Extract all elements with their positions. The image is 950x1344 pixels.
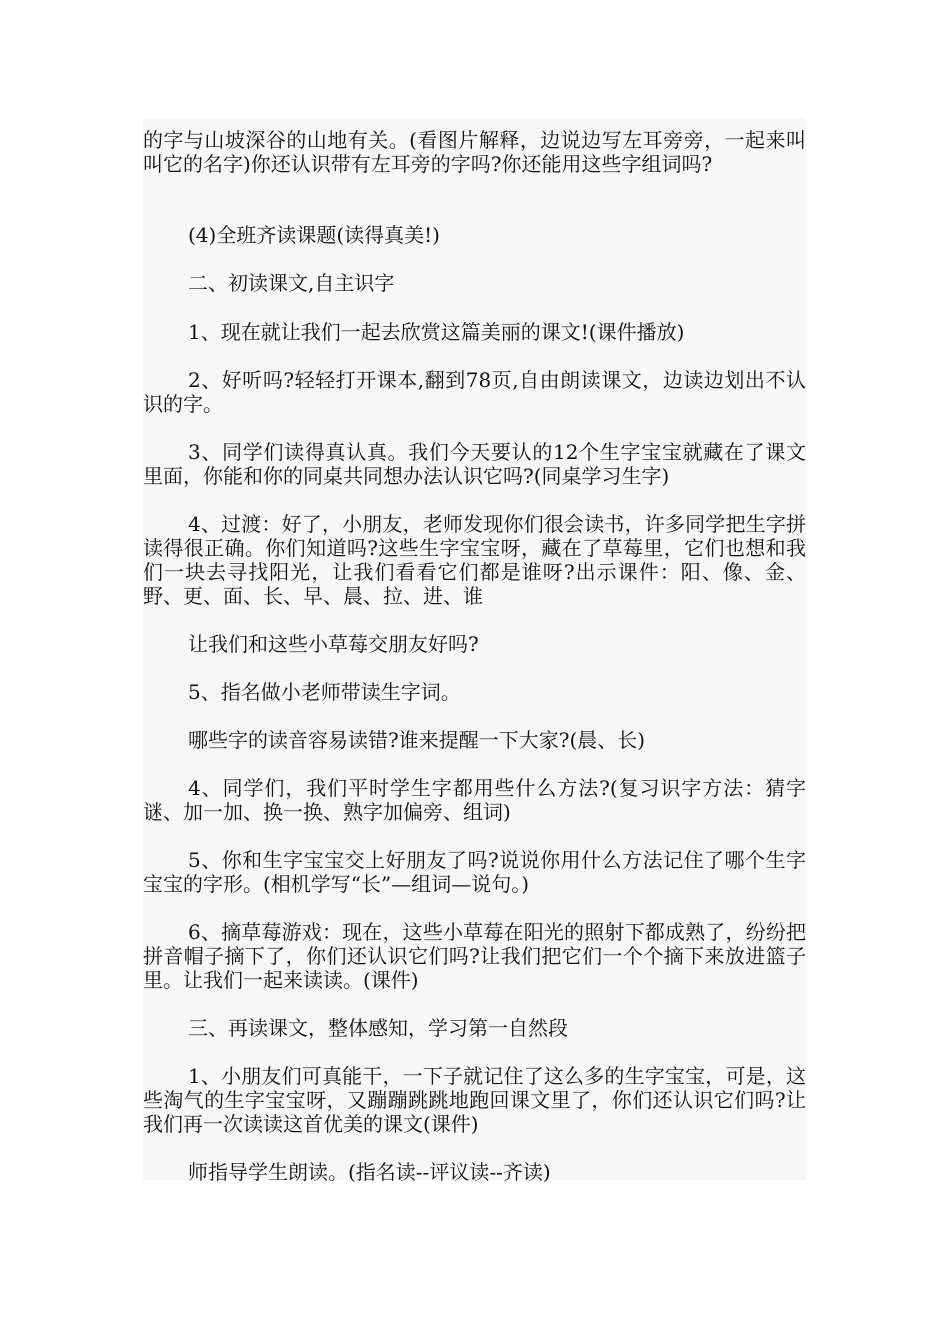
- paragraph-step-4-methods: 4、同学们，我们平时学生字都用些什么方法?(复习识字方法：猜字谜、加一加、换一换、熟字加偏旁、组词): [143, 776, 806, 824]
- paragraph-step-4-transition: 4、过渡：好了，小朋友，老师发现你们很会读书，许多同学把生字拼读得很正确。你们知道吗?这些生字宝宝呀，藏在了草莓里，它们也想和我们一块去寻找阳光，让我们看看它们都是谁呀?出示课件：阳、像、金、野、更、面、长、早、晨、拉、进、谁: [143, 512, 806, 608]
- paragraph-pronunciation: 哪些字的读音容易读错?谁来提醒一下大家?(晨、长): [188, 728, 646, 752]
- paragraph-reread-step-1: 1、小朋友们可真能干，一下子就记住了这么多的生字宝宝，可是，这些淘气的生字宝宝呀，又蹦蹦跳跳地跑回课文里了，你们还认识它们吗?让我们再一次读读这首优美的课文(课件): [143, 1064, 806, 1136]
- paragraph-read-title: (4)全班齐读课题(读得真美!): [188, 223, 440, 247]
- section-heading-first-reading: 二、初读课文,自主识字: [188, 271, 395, 295]
- document-text-block: [143, 118, 806, 1184]
- section-heading-reread: 三、再读课文，整体感知，学习第一自然段: [188, 1016, 568, 1040]
- paragraph-step-5-friends: 5、你和生字宝宝交上好朋友了吗?说说你用什么方法记住了哪个生字宝宝的字形。(相机学写“长”—组词—说句。): [143, 848, 806, 896]
- paragraph-continuation: 的字与山坡深谷的山地有关。(看图片解释，边说边写左耳旁旁，一起来叫叫它的名字)你还认识带有左耳旁的字吗?你还能用这些字组词吗?: [143, 128, 806, 176]
- paragraph-step-1: 1、现在就让我们一起去欣赏这篇美丽的课文!(课件播放): [188, 320, 685, 344]
- paragraph-make-friends: 让我们和这些小草莓交朋友好吗?: [188, 632, 479, 656]
- paragraph-step-2: 2、好听吗?轻轻打开课本,翻到78页,自由朗读课文，边读边划出不认识的字。: [143, 368, 806, 416]
- paragraph-step-5-lead-reading: 5、指名做小老师带读生字词。: [188, 680, 461, 704]
- paragraph-step-3: 3、同学们读得真认真。我们今天要认的12个生字宝宝就藏在了课文里面，你能和你的同桌共同想办法认识它吗?(同桌学习生字): [143, 440, 806, 488]
- paragraph-guided-reading: 师指导学生朗读。(指名读--评议读--齐读): [188, 1160, 551, 1184]
- paragraph-step-6-game: 6、摘草莓游戏：现在，这些小草莓在阳光的照射下都成熟了，纷纷把拼音帽子摘下了，你们还认识它们吗?让我们把它们一个个摘下来放进篮子里。让我们一起来读读。(课件): [143, 920, 806, 992]
